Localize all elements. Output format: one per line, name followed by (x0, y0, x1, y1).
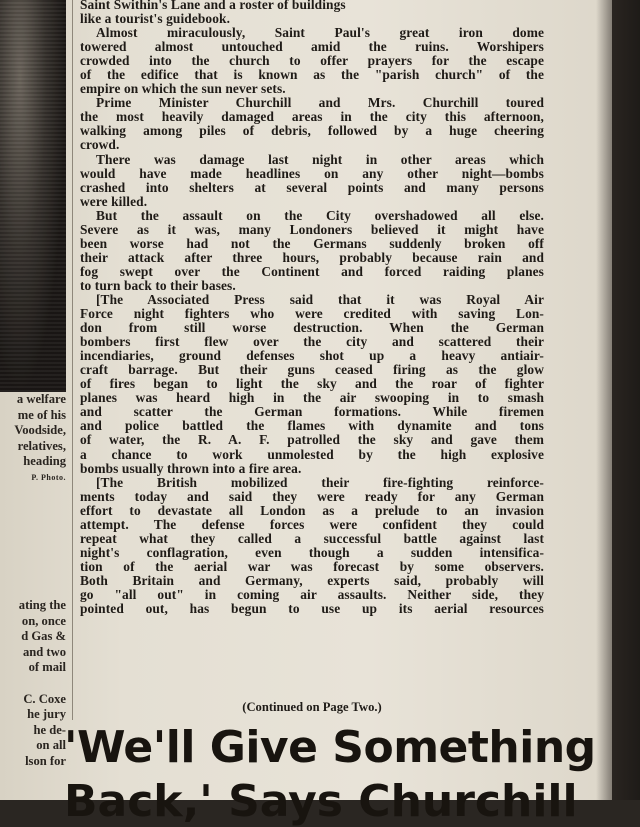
fragment-line: C. Coxe (23, 691, 66, 706)
fragment-line: and two (22, 644, 66, 659)
article-line: incendiaries, ground defenses shot up a heavy antiair- (80, 348, 544, 364)
article-line: Saint Swithin's Lane and a roster of buildings (80, 0, 346, 12)
caption-line: heading (23, 454, 66, 469)
article-line: been worse had not the Germans suddenly broken off (80, 235, 544, 251)
article-line: towered almost untouched amid the ruins. Worshipers (80, 39, 544, 55)
article-line: tion of the aerial war was forecast by some observers. (80, 558, 544, 574)
caption-line: a welfare (16, 392, 66, 406)
article-line: repeat what they called a successful battle against last (80, 530, 544, 546)
article-line: their attack after three hours, probably because rain and (80, 249, 544, 265)
article-line: Prime Minister Churchill and Mrs. Churchill toured (96, 95, 544, 111)
caption-line: relatives, (17, 438, 66, 453)
article-body (80, 0, 544, 616)
article-line: Both Britain and Germany, experts said, probably will (80, 572, 544, 588)
article-line: Force night fighters who were credited with saving Lon- (80, 306, 544, 322)
fragment-line: on, once (21, 613, 66, 628)
article-line: pointed out, has begun to use up its aerial resources (80, 601, 544, 617)
article-line: fog swept over the Continent and forced raiding planes (80, 263, 544, 279)
article-line: [The British mobilized their fire-fighting reinforce- (96, 474, 544, 490)
fragment-line: he jury (27, 707, 66, 722)
fragment-line: lson for (25, 753, 66, 768)
article-line: and police battled the flames with dynamite and tons (80, 418, 544, 434)
caption-line: me of his (17, 407, 66, 422)
article-line: empire on which the sun never sets. (80, 81, 286, 97)
article-line: the most heavily damaged areas in the city this afternoon, (80, 109, 544, 125)
article-line: ments today and said they were ready for any German (80, 488, 544, 504)
article-line: Almost miraculously, Saint Paul's great iron dome (96, 25, 544, 41)
article-line: [The Associated Press said that it was Royal Air (96, 291, 544, 307)
fragment-line: d Gas & (21, 629, 66, 644)
article-line: Severe as it was, many Londoners believed it might have (80, 221, 544, 237)
fragment-line (2, 676, 66, 692)
caption-line: Voodside, (14, 423, 66, 438)
article-line: night's conflagration, even though a sudden intensifica- (80, 544, 544, 560)
article-line: and scatter the German formations. While firemen (80, 404, 544, 420)
continued-notice: (Continued on Page Two.) (242, 700, 382, 714)
fragment-line: on all (36, 738, 66, 753)
article-line: planes was heard high in the air swooping in to smash (80, 390, 544, 406)
article-line: crowded into the church to offer prayers for the escape (80, 53, 544, 69)
article-line: crowd. (80, 137, 120, 153)
news-photo (0, 0, 66, 392)
column-rule (72, 0, 73, 720)
article-line: go "all out" in coming air assaults. Neither side, they (80, 586, 544, 602)
article-line: would have made headlines on any other night—bombs (80, 165, 544, 181)
headline-second-line: Back,' Says Churchill (64, 776, 578, 827)
article-line: of water, the R. A. F. patrolled the sky and gave them (80, 432, 544, 448)
page-edge-shadow (596, 0, 640, 800)
fragment-line: he de- (33, 722, 66, 737)
article-line: were killed. (80, 193, 148, 209)
article-line: craft barrage. But their guns ceased firing as the glow (80, 362, 544, 378)
article-line: of fires began to light the sky and the roar of fighter (80, 376, 544, 392)
article-line: crashed into shelters at several points and many persons (80, 179, 544, 195)
article-line: There was damage last night in other areas which (96, 151, 544, 167)
article-line: to turn back to their bases. (80, 277, 236, 293)
fragment-line: of mail (28, 660, 66, 675)
article-line: of the edifice that is known as the "parish church" of the (80, 67, 544, 83)
article-line: attempt. The defense forces were confident they could (80, 516, 544, 532)
photo-caption (2, 392, 66, 486)
article-line: bombs usually thrown into a fire area. (80, 460, 302, 476)
fragment-line: ating the (18, 598, 66, 612)
article-line: bombers first flew over the city and scattered their (80, 334, 544, 350)
article-line: don from still worse destruction. When the German (80, 320, 544, 336)
photo-credit: P. Photo. (31, 472, 66, 482)
article-line: walking among piles of debris, followed by a huge cheering (80, 123, 544, 139)
article-line: But the assault on the City overshadowed all else. (96, 207, 544, 223)
article-line: a chance to work unmolested by the high explosive (80, 446, 544, 462)
article-line: effort to devastate all London as a prelude to an invasion (80, 502, 544, 518)
left-column-fragment (2, 598, 66, 770)
article-line: like a tourist's guidebook. (80, 11, 231, 27)
headline: 'We'll Give Something (64, 722, 596, 773)
